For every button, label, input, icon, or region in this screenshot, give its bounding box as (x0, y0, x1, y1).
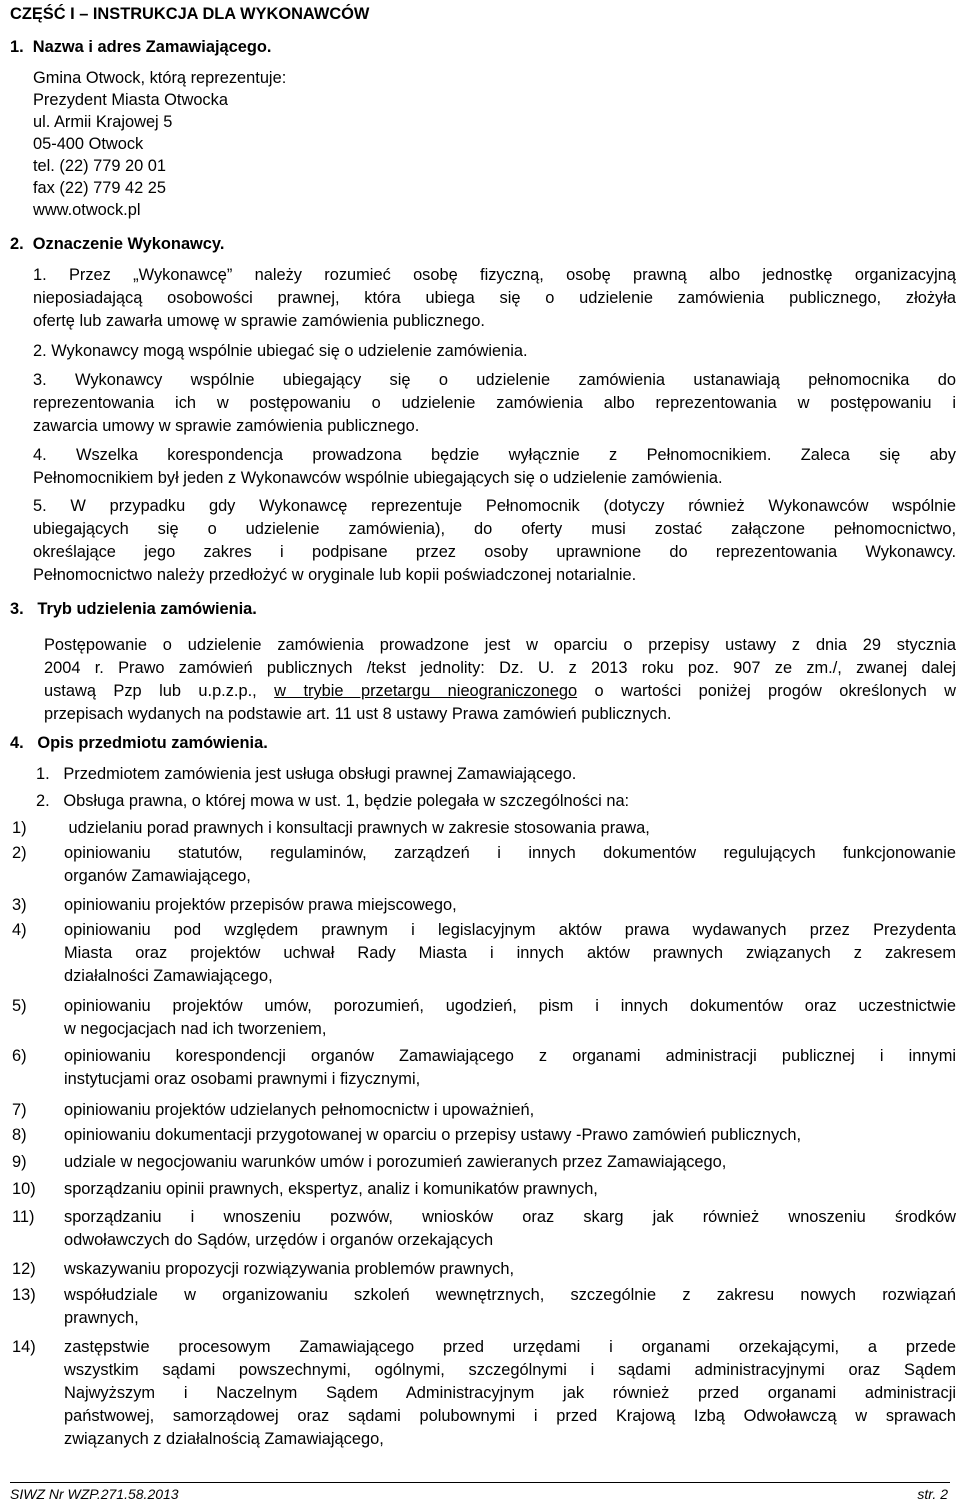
paragraph-line: Postępowanie o udzielenie zamówienia prowadzone jest w oparciu o przepisy ustawy z dnia 29 stycznia (44, 636, 956, 654)
list-item-number: 9) (12, 1153, 27, 1171)
list-item-text: instytucjami oraz osobami prawnymi i fizycznymi, (64, 1070, 421, 1088)
list-item-number: 2) (12, 844, 27, 862)
address-line: Gmina Otwock, którą reprezentuje: (33, 69, 287, 87)
footer-document-number: SIWZ Nr WZP.271.58.2013 (10, 1486, 179, 1502)
list-item-number: 10) (12, 1180, 36, 1198)
address-line: 05-400 Otwock (33, 135, 144, 153)
list-item-number: 12) (12, 1260, 36, 1278)
paragraph-line: zawarcia umowy w sprawie zamówienia publicznego. (33, 417, 420, 435)
list-item-text: opiniowaniu korespondencji organów Zamawiającego z organami administracji publicznej i innymi (64, 1047, 956, 1065)
paragraph-text: ustawą Pzp lub u.p.z.p., (44, 682, 275, 700)
fax-line: fax (22) 779 42 25 (33, 179, 167, 197)
list-item-text: organów Zamawiającego, (64, 867, 251, 885)
paragraph-line: ubiegających się o udzielenie zamówienia), do oferty musi zostać załączone pełnomocnictwo, (33, 520, 956, 538)
list-item-text: udziale w negocjowaniu warunków umów i porozumień zawieranych przez Zamawiającego, (64, 1153, 727, 1171)
paragraph-line: 2004 r. Prawo zamówień publicznych /tekst jednolity: Dz. U. z 2013 roku poz. 907 ze zm./, zwanej dalej (44, 659, 956, 677)
list-item-text: wskazywaniu propozycji rozwiązywania problemów prawnych, (64, 1260, 515, 1278)
list-item-text: opiniowaniu dokumentacji przygotowanej w oparciu o przepisy ustawy -Prawo zamówień publicznych, (64, 1126, 802, 1144)
phone-line: tel. (22) 779 20 01 (33, 157, 167, 175)
paragraph-line: 2. Wykonawcy mogą wspólnie ubiegać się o udzielenie zamówienia. (33, 342, 528, 360)
list-item-text: opiniowaniu projektów przepisów prawa miejscowego, (64, 896, 457, 914)
footer-divider (10, 1482, 950, 1483)
list-item-text: opiniowaniu projektów umów, porozumień, ugodzień, pism i innych dokumentów oraz uczestnictwie (64, 997, 956, 1015)
section-4-heading: 4. Opis przedmiotu zamówienia. (10, 734, 268, 752)
list-item-number: 14) (12, 1338, 36, 1356)
list-item-number: 13) (12, 1286, 36, 1304)
paragraph-line: przepisach wydanych na podstawie art. 11 ust 8 ustawy Prawa zamówień publicznych. (44, 705, 672, 723)
paragraph-line: 5. W przypadku gdy Wykonawcę reprezentuje Pełnomocnik (dotyczy również Wykonawców wspólnie (33, 497, 956, 515)
paragraph-line: Pełnomocnictwo należy przedłożyć w oryginale lub kopii poświadczonej notarialnie. (33, 566, 637, 584)
footer-page-number: str. 2 (917, 1486, 948, 1502)
paragraph-line: 4. Wszelka korespondencja prowadzona będzie wyłącznie z Pełnomocnikiem. Zaleca się aby (33, 446, 956, 464)
part-title: CZĘŚĆ I – INSTRUKCJA DLA WYKONAWCÓW (10, 5, 370, 23)
list-item-text: w negocjacjach nad ich tworzeniem, (64, 1020, 327, 1038)
paragraph-line: 3. Wykonawcy wspólnie ubiegający się o udzielenie zamówienia ustanawiają pełnomocnika do (33, 371, 956, 389)
paragraph-line (44, 680, 956, 702)
section-1-heading: 1. Nazwa i adres Zamawiającego. (10, 38, 272, 56)
paragraph-text: o wartości poniżej progów określonych w (577, 682, 957, 700)
paragraph-line: 1. Przez „Wykonawcę” należy rozumieć osobę fizyczną, osobę prawną albo jednostkę organizacyjną (33, 266, 956, 284)
list-item-text: współudziale w organizowaniu szkoleń wewnętrznych, szczególnie z zakresu nowych rozwiązań (64, 1286, 956, 1304)
list-item-text: opiniowaniu projektów udzielanych pełnomocnictw i upoważnień, (64, 1101, 535, 1119)
list-item-text: sporządzaniu i wnoszeniu pozwów, wniosków oraz skarg jak również wnoszeniu środków (64, 1208, 956, 1226)
list-item-number: 7) (12, 1101, 27, 1119)
paragraph-line: nieposiadającą osobowości prawnej, która ubiega się o udzielenie zamówienia publicznego, złożyła (33, 289, 956, 307)
list-item-text: Miasta oraz projektów uchwał Rady Miasta i innych aktów prawnych związanych z zakresem (64, 944, 956, 962)
paragraph-line: 2. Obsługa prawna, o której mowa w ust. 1, będzie polegała w szczególności na: (36, 792, 630, 810)
paragraph-line: 1. Przedmiotem zamówienia jest usługa obsługi prawnej Zamawiającego. (36, 765, 577, 783)
list-item-text: opiniowaniu pod względem prawnym i legislacyjnym aktów prawa wydawanych przez Prezydenta (64, 921, 956, 939)
list-item-text: opiniowaniu statutów, regulaminów, zarządzeń i innych dokumentów regulujących funkcjonowanie (64, 844, 956, 862)
list-item-number: 11) (12, 1208, 35, 1226)
list-item-number: 8) (12, 1126, 27, 1144)
paragraph-line: ofertę lub zawarła umowę w sprawie zamówienia publicznego. (33, 312, 485, 330)
list-item-text: państwowej, samorządowej oraz sądami polubownymi i przed Krajową Izbą Odwoławczą w sprawach (64, 1407, 956, 1425)
procedure-mode-underlined: w trybie przetargu nieograniczonego (274, 682, 578, 700)
list-item-number: 3) (12, 896, 27, 914)
list-item-number: 5) (12, 997, 27, 1015)
list-item-text: Najwyższym i Naczelnym Sądem Administracyjnym jak również przed organami administracji (64, 1384, 956, 1402)
section-2-heading: 2. Oznaczenie Wykonawcy. (10, 235, 225, 253)
address-line: Prezydent Miasta Otwocka (33, 91, 228, 109)
list-item-number: 1) (12, 819, 27, 837)
address-line: ul. Armii Krajowej 5 (33, 113, 173, 131)
list-item-text: wszystkim sądami powszechnymi, ogólnymi, szczególnymi i sądami administracyjnymi oraz Sądem (64, 1361, 956, 1379)
list-item-text: zastępstwie procesowym Zamawiającego przed urzędami i organami orzekającymi, a przede (64, 1338, 956, 1356)
paragraph-line: reprezentowania ich w postępowaniu o udzielenie zamówienia albo reprezentowania w postępowaniu i (33, 394, 956, 412)
list-item-text: prawnych, (64, 1309, 139, 1327)
paragraph-line: Pełnomocnikiem był jeden z Wykonawców wspólnie ubiegających się o udzielenie zamówienia. (33, 469, 723, 487)
list-item-number: 4) (12, 921, 27, 939)
paragraph-line: określające jego zakres i podpisane przez osoby uprawnione do reprezentowania Wykonawcy. (33, 543, 956, 561)
list-item-text: związanych z działalnością Zamawiającego, (64, 1430, 384, 1448)
list-item-text: działalności Zamawiającego, (64, 967, 273, 985)
list-item-text: odwoławczych do Sądów, urzędów i organów orzekających (64, 1231, 494, 1249)
website-line: www.otwock.pl (33, 201, 141, 219)
list-item-text: udzielaniu porad prawnych i konsultacji prawnych w zakresie stosowania prawa, (64, 819, 650, 837)
section-3-heading: 3. Tryb udzielenia zamówienia. (10, 600, 257, 618)
list-item-number: 6) (12, 1047, 27, 1065)
list-item-text: sporządzaniu opinii prawnych, ekspertyz, analiz i komunikatów prawnych, (64, 1180, 598, 1198)
